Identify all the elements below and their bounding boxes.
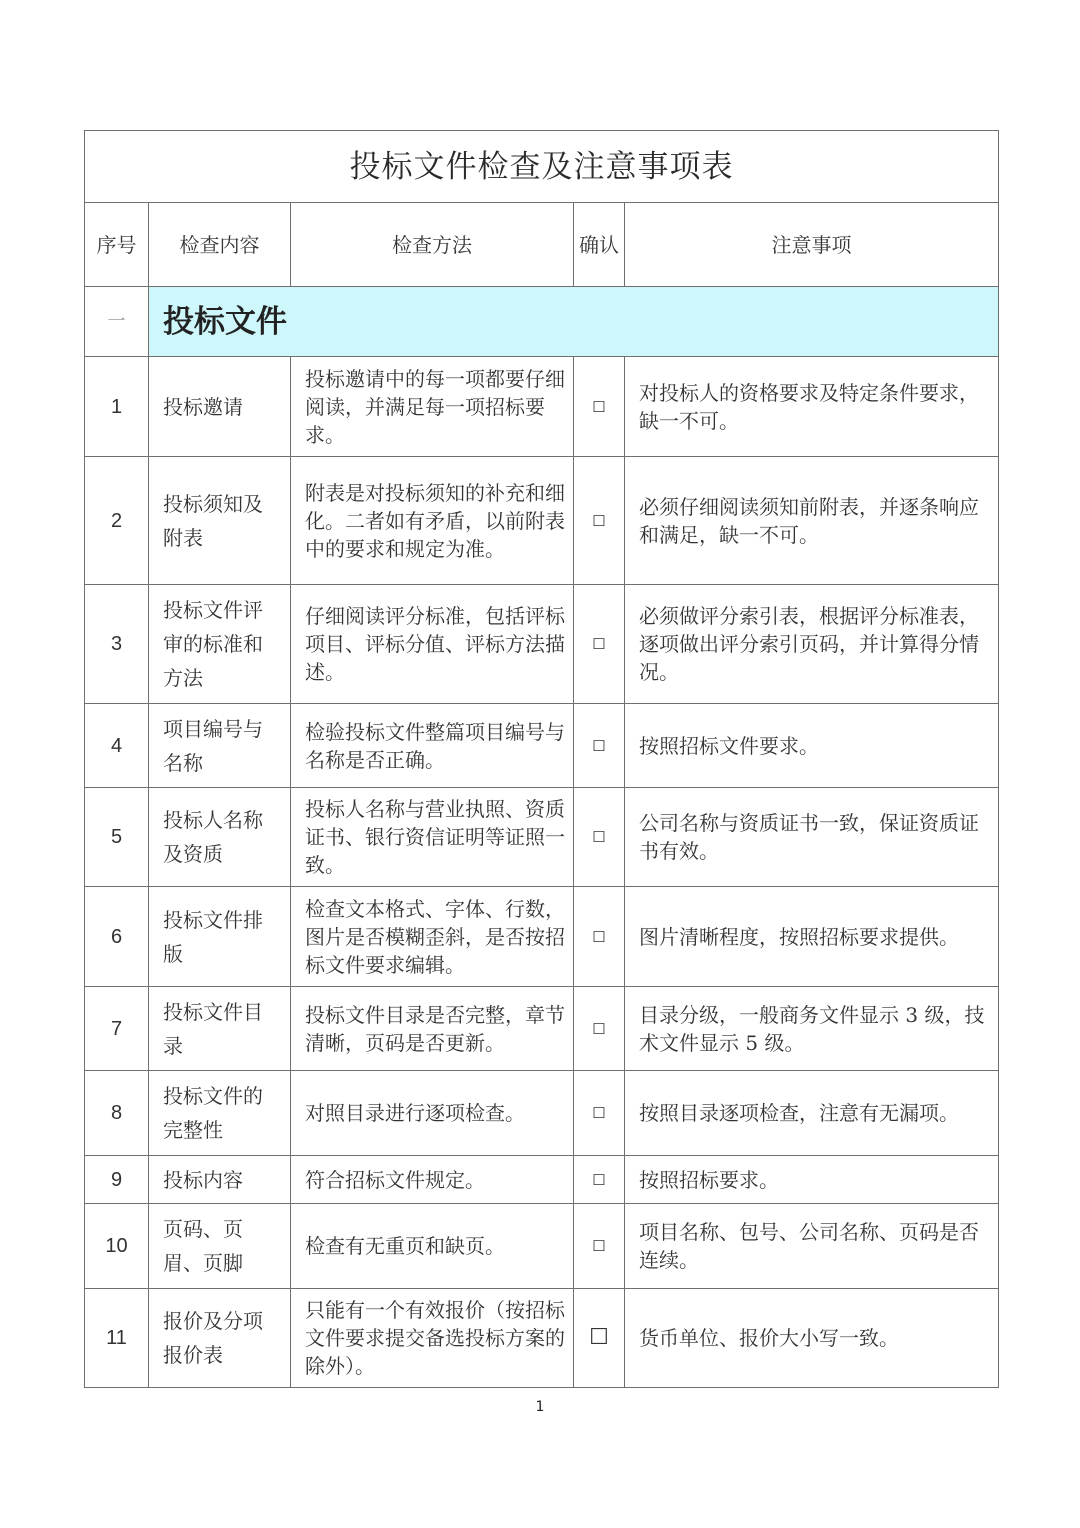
confirm-checkbox[interactable]: ☐ (574, 457, 625, 585)
check-item: 投标内容 (149, 1156, 291, 1204)
confirm-checkbox[interactable]: ☐ (574, 585, 625, 704)
row-number: 6 (85, 887, 149, 987)
table-row (85, 704, 999, 788)
check-item: 项目编号与名称 (149, 704, 291, 788)
row-number: 3 (85, 585, 149, 704)
title-row (85, 131, 999, 203)
notes-text: 货币单位、报价大小写一致。 (625, 1289, 999, 1388)
notes-text: 按照招标要求。 (625, 1156, 999, 1204)
check-method: 投标文件目录是否完整，章节清晰，页码是否更新。 (291, 987, 574, 1071)
row-number: 8 (85, 1071, 149, 1156)
notes-text: 目录分级，一般商务文件显示 3 级，技术文件显示 5 级。 (625, 987, 999, 1071)
header-confirm: 确认 (574, 203, 625, 287)
table-row (85, 585, 999, 704)
check-item: 投标须知及附表 (149, 457, 291, 585)
check-method: 对照目录进行逐项检查。 (291, 1071, 574, 1156)
table-row (85, 357, 999, 457)
row-number: 5 (85, 788, 149, 887)
header-row (85, 203, 999, 287)
table-row (85, 1289, 999, 1388)
check-item: 投标邀请 (149, 357, 291, 457)
confirm-checkbox[interactable]: ☐ (574, 887, 625, 987)
header-method: 检查方法 (291, 203, 574, 287)
table-row (85, 788, 999, 887)
confirm-checkbox[interactable]: ☐ (574, 987, 625, 1071)
header-notes: 注意事项 (625, 203, 999, 287)
confirm-checkbox[interactable]: ☐ (574, 1204, 625, 1289)
check-method: 投标人名称与营业执照、资质证书、银行资信证明等证照一致。 (291, 788, 574, 887)
confirm-checkbox[interactable]: ☐ (574, 1071, 625, 1156)
checklist-table (84, 130, 999, 1388)
confirm-checkbox[interactable]: ☐ (574, 1289, 625, 1388)
check-method: 投标邀请中的每一项都要仔细阅读，并满足每一项招标要求。 (291, 357, 574, 457)
checklist-sheet (84, 130, 998, 1388)
row-number: 11 (85, 1289, 149, 1388)
notes-text: 公司名称与资质证书一致，保证资质证书有效。 (625, 788, 999, 887)
notes-text: 按照目录逐项检查，注意有无漏项。 (625, 1071, 999, 1156)
check-method: 只能有一个有效报价（按招标文件要求提交备选投标方案的除外）。 (291, 1289, 574, 1388)
check-item: 页码、页眉、页脚 (149, 1204, 291, 1289)
check-item: 报价及分项报价表 (149, 1289, 291, 1388)
notes-text: 必须做评分索引表，根据评分标准表，逐项做出评分索引页码，并计算得分情况。 (625, 585, 999, 704)
table-row (85, 1071, 999, 1156)
confirm-checkbox[interactable]: ☐ (574, 1156, 625, 1204)
page-number: 1 (535, 1399, 545, 1415)
confirm-checkbox[interactable]: ☐ (574, 788, 625, 887)
check-item: 投标人名称及资质 (149, 788, 291, 887)
checklist-rows (85, 357, 999, 1388)
confirm-checkbox[interactable]: ☐ (574, 357, 625, 457)
check-item: 投标文件排版 (149, 887, 291, 987)
notes-text: 必须仔细阅读须知前附表，并逐条响应和满足，缺一不可。 (625, 457, 999, 585)
section-number: 一 (85, 287, 149, 357)
check-item: 投标文件目录 (149, 987, 291, 1071)
notes-text: 图片清晰程度，按照招标要求提供。 (625, 887, 999, 987)
table-row (85, 887, 999, 987)
confirm-checkbox[interactable]: ☐ (574, 704, 625, 788)
row-number: 1 (85, 357, 149, 457)
notes-text: 按照招标文件要求。 (625, 704, 999, 788)
check-method: 检查文本格式、字体、行数，图片是否模糊歪斜，是否按招标文件要求编辑。 (291, 887, 574, 987)
table-row (85, 1156, 999, 1204)
row-number: 7 (85, 987, 149, 1071)
header-item: 检查内容 (149, 203, 291, 287)
check-method: 仔细阅读评分标准，包括评标项目、评标分值、评标方法描述。 (291, 585, 574, 704)
section-title: 投标文件 (149, 287, 999, 357)
row-number: 9 (85, 1156, 149, 1204)
check-method: 附表是对投标须知的补充和细化。二者如有矛盾，以前附表中的要求和规定为准。 (291, 457, 574, 585)
check-item: 投标文件的完整性 (149, 1071, 291, 1156)
check-method: 检验投标文件整篇项目编号与名称是否正确。 (291, 704, 574, 788)
header-no: 序号 (85, 203, 149, 287)
table-title: 投标文件检查及注意事项表 (85, 131, 999, 203)
check-method: 检查有无重页和缺页。 (291, 1204, 574, 1289)
notes-text: 对投标人的资格要求及特定条件要求，缺一不可。 (625, 357, 999, 457)
row-number: 4 (85, 704, 149, 788)
notes-text: 项目名称、包号、公司名称、页码是否连续。 (625, 1204, 999, 1289)
check-item: 投标文件评审的标准和方法 (149, 585, 291, 704)
table-row (85, 1204, 999, 1289)
section-row (85, 287, 999, 357)
row-number: 2 (85, 457, 149, 585)
row-number: 10 (85, 1204, 149, 1289)
table-row (85, 987, 999, 1071)
table-row (85, 457, 999, 585)
check-method: 符合招标文件规定。 (291, 1156, 574, 1204)
